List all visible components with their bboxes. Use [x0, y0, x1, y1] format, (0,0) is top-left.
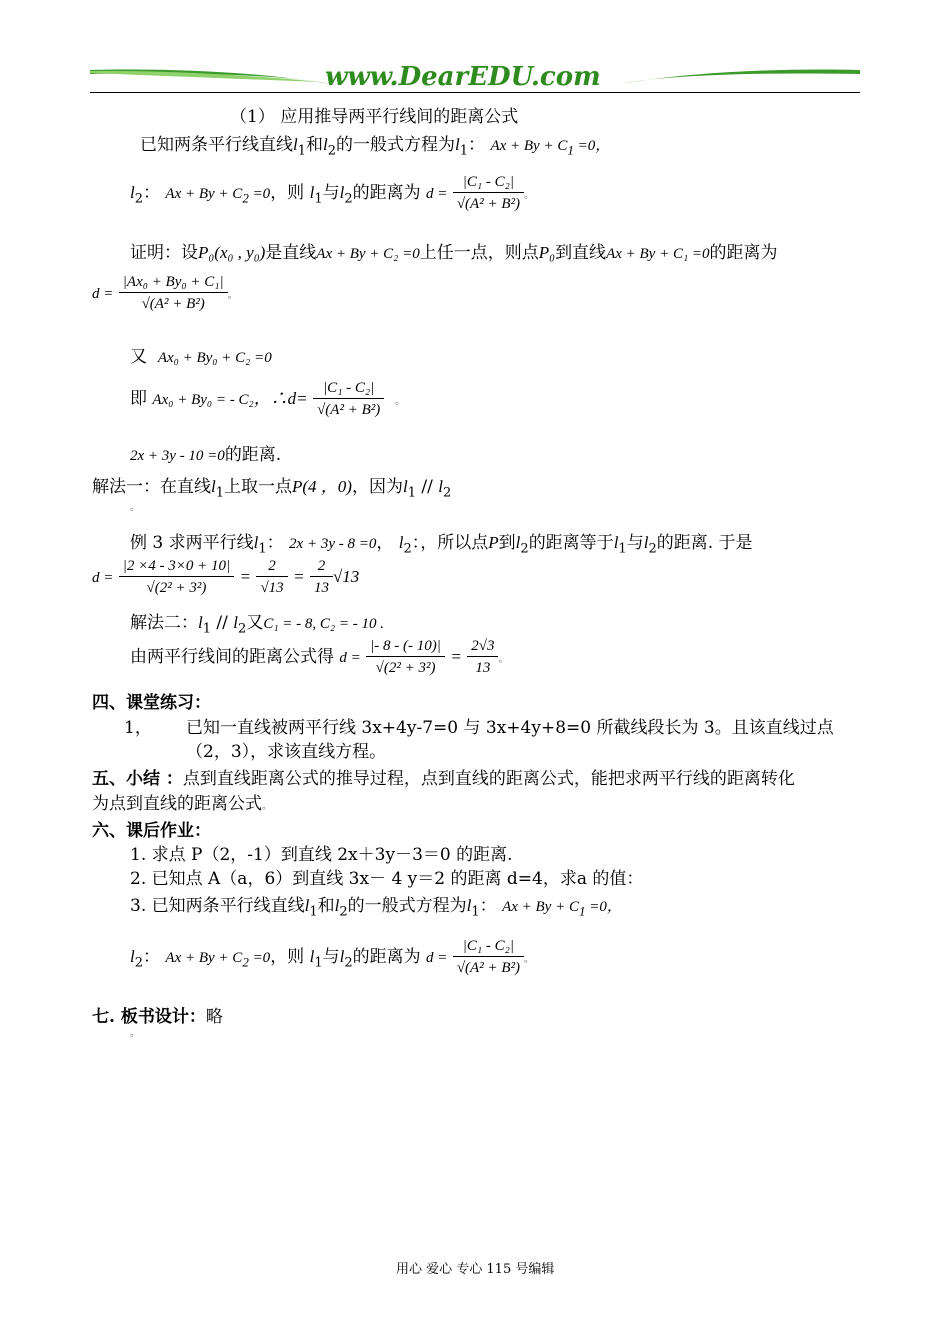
section-4-heading: 四、课堂练习：	[92, 693, 211, 713]
distance-formula-fraction: $\frac{\text{|C₁ - C₂|}}{\text{√(A² + B²)}}$	[453, 172, 524, 215]
hence-equation: 即 Ax₀ + By₀ = - C₂，∴d= $\frac{\text{|C₁ - C₂|}}{\text{√(A² + B²)}}$ 。	[130, 380, 406, 418]
homework-3-formula: $l_2$： $Ax + By + C_2 =0$，则 $l_1$与$l_2$的距离为 d = $\frac{\text{|C₁ - C₂|}}{\text{√(A² + B²)}}$ 。	[130, 938, 534, 976]
header-divider	[90, 92, 860, 93]
also-equation: 又 Ax₀ + By₀ + C₂ =0	[130, 347, 272, 367]
homework-1: 1. 求点 P（2，-1）到直线 2x＋3y－3＝0 的距离.	[130, 845, 513, 865]
page-footer: 用心 爱心 专心 115 号编辑	[396, 1262, 555, 1277]
paragraph-mark-end: 。	[130, 1028, 140, 1039]
summary-paragraph-cont: 为点到直线的距离公式。	[92, 794, 272, 814]
paragraph-mark: 。	[130, 502, 140, 513]
summary-paragraph: 五、小结 ：点到直线距离公式的推导过程，点到直线的距离公式，能把求两平行线的距离转化	[92, 769, 795, 789]
solution-two-result: 由两平行线间的距离公式得 d = $\frac{|- 8 - (- 10)|}{\text{√(2² + 3²)}}$ = $\frac{2√3}{13}$ 。	[130, 638, 509, 676]
exercise-number: 1，	[124, 718, 152, 738]
homework-2: 2. 已知点 A（a，6）到直线 3x－ 4 y＝2 的距离 d=4，求a 的值：	[130, 869, 644, 889]
board-design: 七. 板书设计：略	[92, 1007, 223, 1027]
homework-3: 3. 已知两条平行线直线$l_1$和$l_2$的一般式方程为$l_1$： $Ax + By + C_1 =0$，	[130, 896, 622, 920]
l2-formula-line: $l_2$： $Ax + By + C_2 =0$，则 $l_1$与$l_2$的距离为 d = $\frac{\text{|C₁ - C₂|}}{\text{√(A² + B²)}}$ 。	[130, 172, 534, 215]
exercise-text-cont: （2，3），求该直线方程。	[186, 742, 387, 762]
example-line: 2x + 3y - 10 =0的距离.	[130, 445, 282, 465]
example-3: 例 3 求两平行线$l_1$： 2x + 3y - 8 =0， $l_2$：，所以点P到$l_2$的距离等于$l_1$与$l_2$的距离. 于是	[130, 533, 753, 557]
solution-two: 解法二：$l_1 // l_2$又C₁ = - 8, C₂ = - 10 .	[130, 613, 384, 637]
example-calculation: d = $\frac{|2 \times 4 - 3\times 0 + 10|}{\text{√(2² + 3²)}}$ = $\frac{2}{√13}$ = $\frac{2}{13}$ √13	[92, 558, 360, 596]
given-statement: 已知两条平行线直线$l_1$和$l_2$的一般式方程为$l_1$： $Ax + By + C_1 =0$，	[140, 135, 611, 159]
exercise-text: 已知一直线被两平行线 3x+4y-7=0 与 3x+4y+8=0 所截线段长为 3。且该直线过点	[186, 718, 834, 738]
proof-statement: 证明：设P₀(x₀ , y₀)是直线Ax + By + C₂ =0上任一点，则点P₀到直线Ax + By + C₁ =0的距离为	[130, 243, 778, 263]
section-heading: （1） 应用推导两平行线间的距离公式	[230, 107, 519, 127]
solution-one: 解法一：在直线$l_1$上取一点P(4 ，0)，因为$l_1 // l_2$	[92, 477, 452, 501]
site-logo-text: www.DearEDU.com	[325, 62, 601, 92]
point-distance-formula: d = $\frac{\text{|Ax₀ + By₀ + C₁|}}{\text{√(A² + B²)}}$ 。	[92, 274, 238, 312]
section-6-heading: 六、课后作业：	[92, 821, 211, 841]
